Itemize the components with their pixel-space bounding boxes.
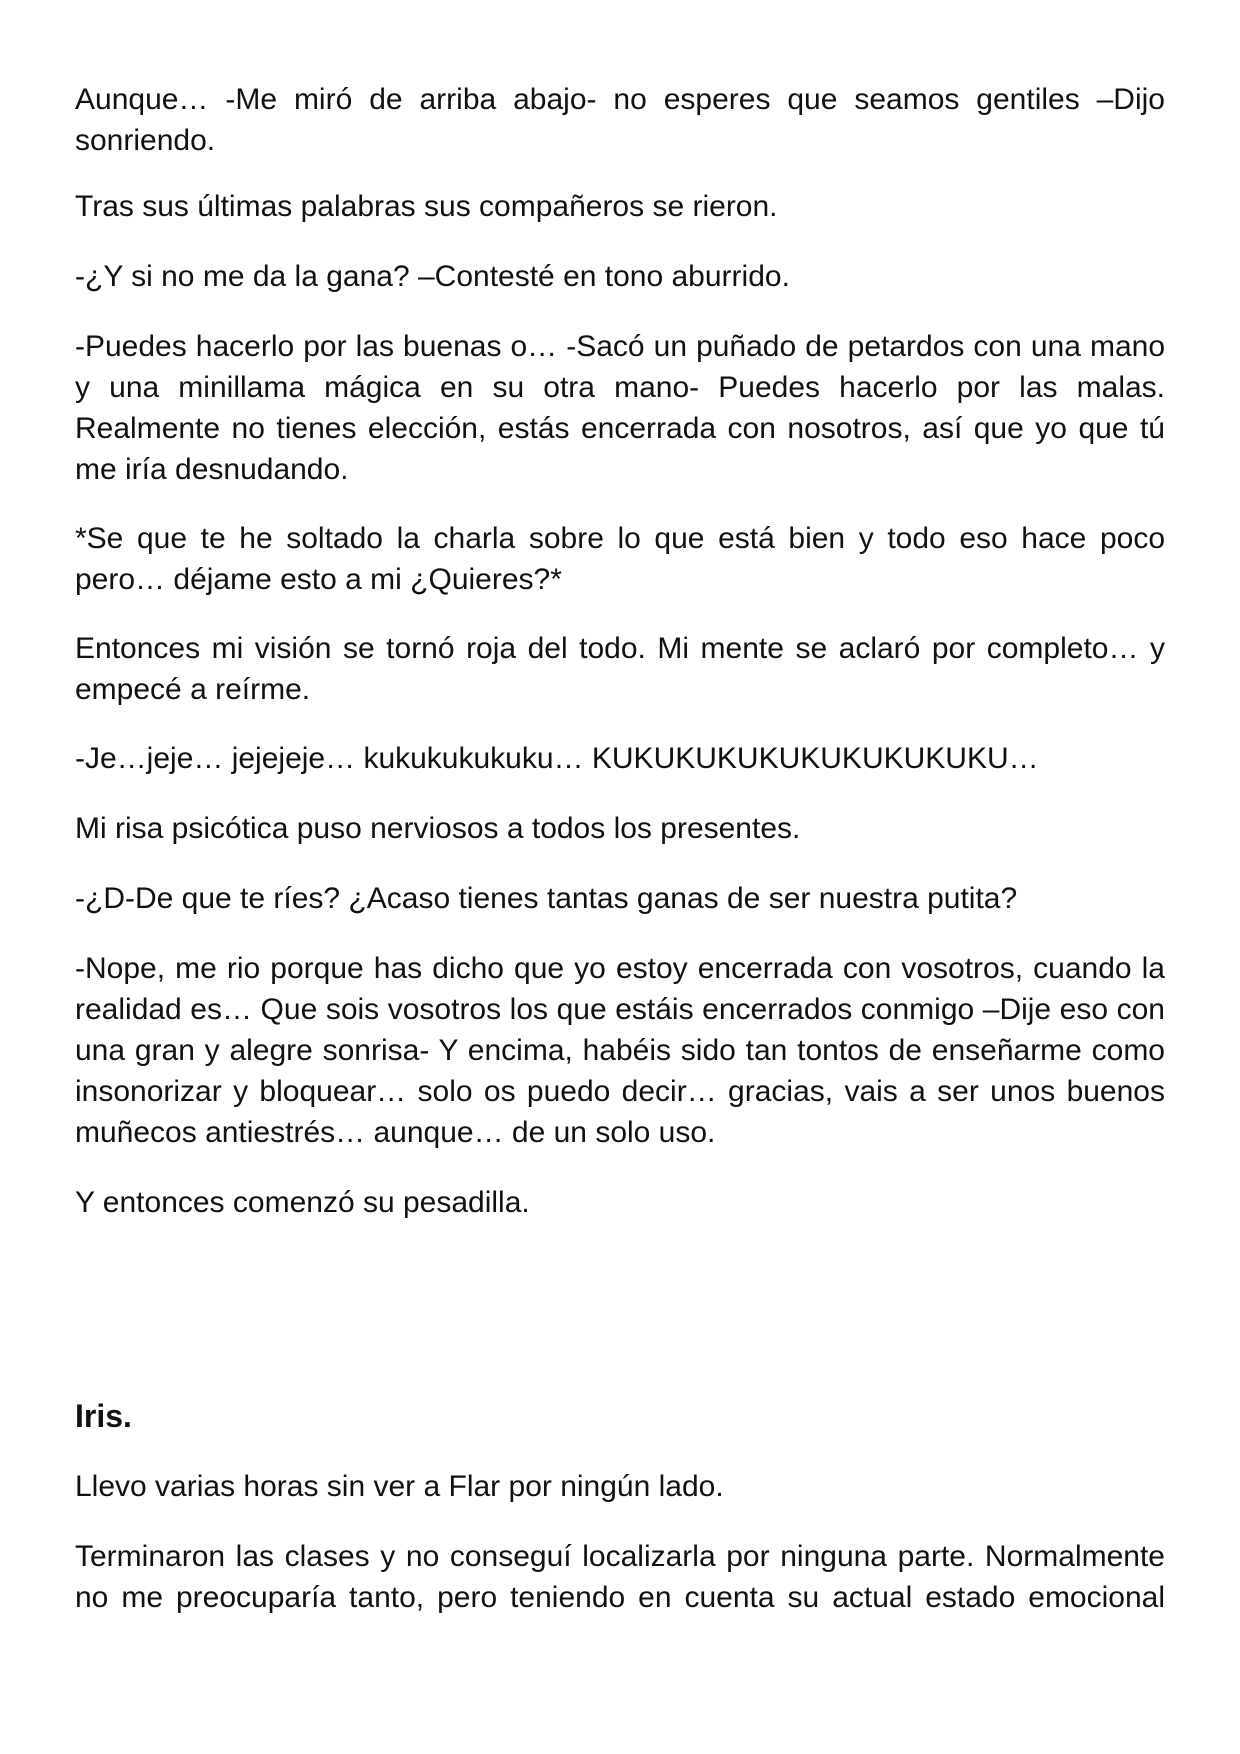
paragraph-llevo-varias-horas: Llevo varias horas sin ver a Flar por ningún lado. [75, 1470, 724, 1503]
paragraph-puedes-hacerlo: -Puedes hacerlo por las buenas o… -Sacó un puñado de petardos con una mano y una minillama mágica en su otra mano- Puedes hacerlo por las malas. Realmente no tienes elección, estás encerrada con nosotros, así que yo que tú me iría desnudando. [75, 330, 1165, 486]
paragraph-aunque: Aunque… -Me miró de arriba abajo- no esperes que seamos gentiles –Dijo sonriendo. [75, 83, 1165, 157]
paragraph-de-que-te-ries: -¿D-De que te ríes? ¿Acaso tienes tantas ganas de ser nuestra putita? [75, 882, 1018, 915]
paragraph-y-entonces-comenzo: Y entonces comenzó su pesadilla. [75, 1186, 530, 1219]
paragraph-risa-kukuku: -Je…jeje… jejejeje… kukukukukuku… KUKUKUKUKUKUKUKUKUKU… [75, 742, 1039, 775]
paragraph-mi-risa-psicotica: Mi risa psicótica puso nerviosos a todos los presentes. [75, 812, 801, 845]
paragraph-y-si-no-me-da-la-gana: -¿Y si no me da la gana? –Contesté en tono aburrido. [75, 260, 790, 293]
paragraph-tras-sus-ultimas-palabras: Tras sus últimas palabras sus compañeros se rieron. [75, 190, 778, 223]
section-heading-iris: Iris. [75, 1398, 132, 1434]
paragraph-entonces-mi-vision: Entonces mi visión se tornó roja del todo. Mi mente se aclaró por completo… y empecé a reírme. [75, 632, 1165, 706]
paragraph-se-que-te-he-soltado: *Se que te he soltado la charla sobre lo que está bien y todo eso hace poco pero… déjame esto a mi ¿Quieres?* [75, 522, 1165, 596]
paragraph-terminaron-las-clases: Terminaron las clases y no conseguí localizarla por ninguna parte. Normalmente no me preocuparía tanto, pero teniendo en cuenta su actual estado emocional [75, 1540, 1165, 1614]
paragraph-nope-me-rio: -Nope, me rio porque has dicho que yo estoy encerrada con vosotros, cuando la realidad es… Que sois vosotros los que estáis encerrados conmigo –Dije eso con una gran y alegre sonrisa- Y encima, habéis sido tan tontos de enseñarme como insonorizar y bloquear… solo os puedo decir… gracias, vais a ser unos buenos muñecos antiestrés… aunque… de un solo uso. [75, 952, 1165, 1149]
